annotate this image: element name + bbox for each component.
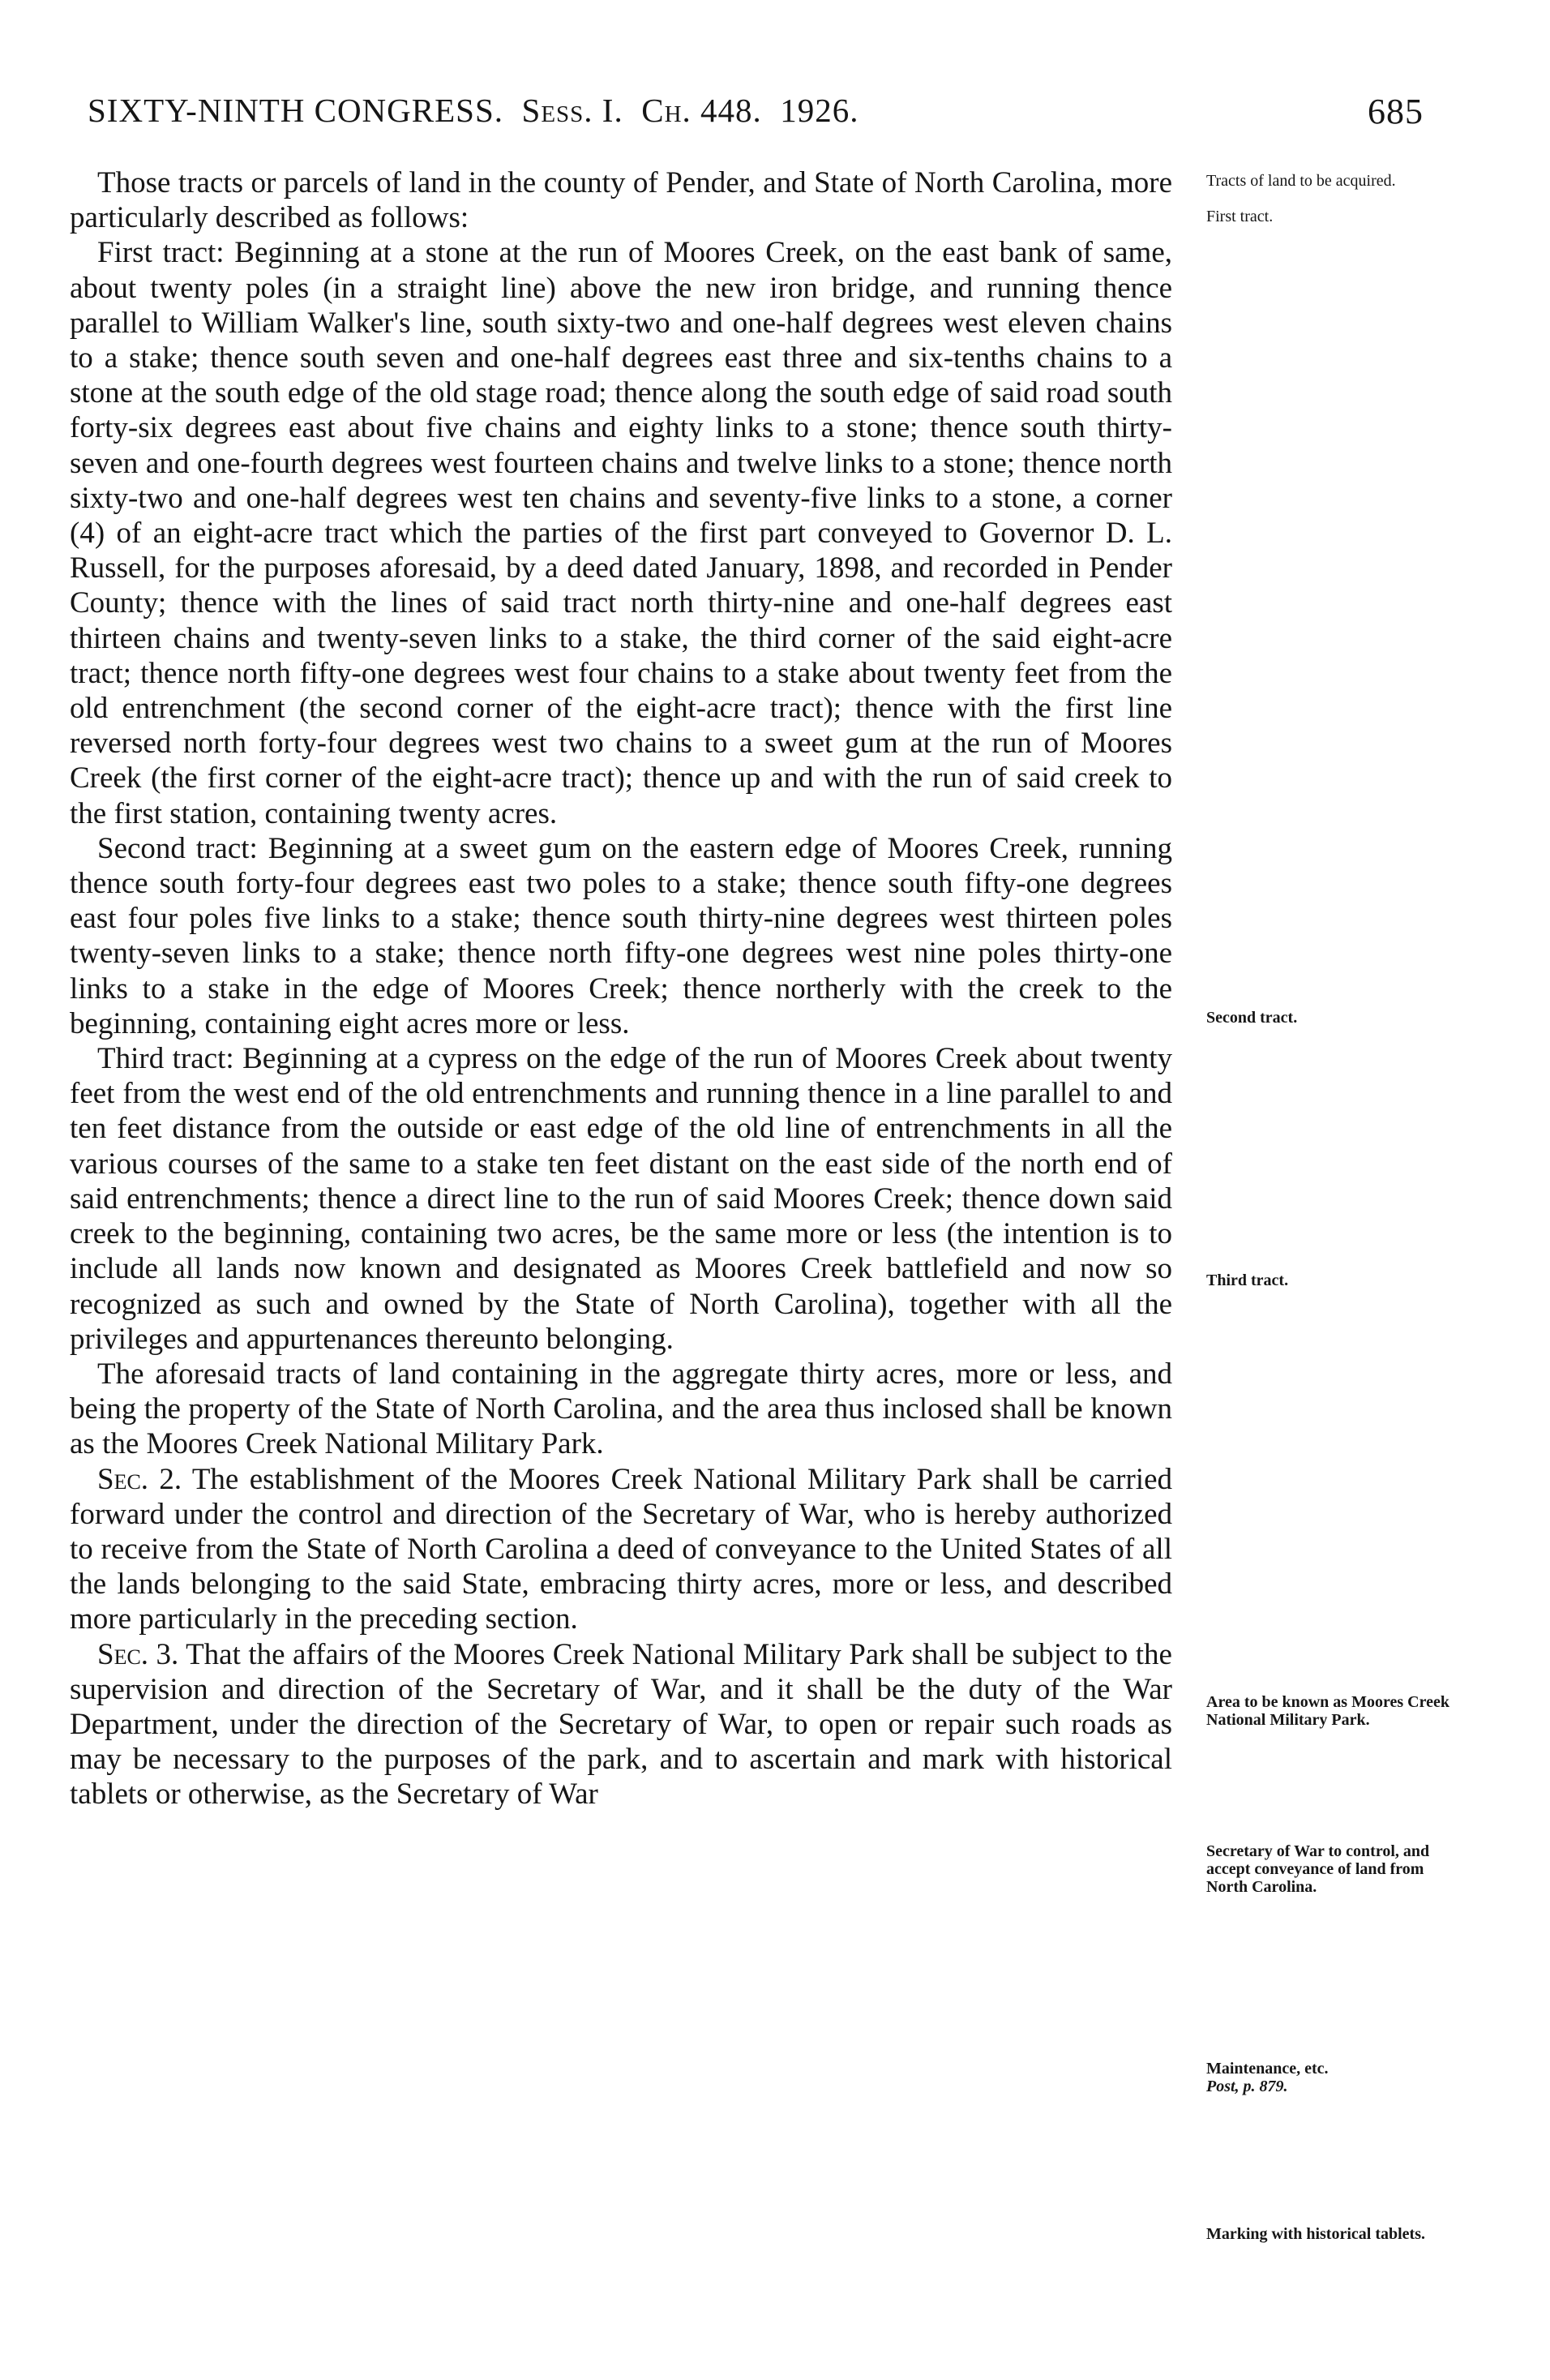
congress-title: SIXTY-NINTH CONGRESS. (88, 92, 504, 129)
page-number: 685 (1368, 92, 1424, 131)
paragraph-first-tract: First tract: Beginning at a stone at the run of Moores Creek, on the east bank of same, about twenty poles (in a straight line) above the new iron bridge, and running thence parallel to William Walker's line, south sixty-two and one-half degrees west eleven chains to a stake; thence south seven and one-half degrees east three and six-tenths chains to a stone at the south edge of the old stage road; thence along the south edge of said road south forty-six degrees east about five chains and eighty links to a stone; thence south thirty-seven and one-fourth degrees west fourteen chains and twelve links to a stone; thence north sixty-two and one-half degrees west ten chains and seventy-five links to a stone, a corner (4) of an eight-acre tract which the parties of the first part conveyed to Governor D. L. Russell, for the purposes aforesaid, by a deed dated January, 1898, and recorded in Pender County; thence with the lines of said tract north thirty-nine and one-half degrees east thirteen chains and twenty-seven links to a stake, the third corner of the said eight-acre tract; thence north fifty-one degrees west four chains to a stake about twenty feet from the old entrenchment (the second corner of the eight-acre tract); thence with the first line reversed north forty-four degrees west two chains to a sweet gum at the run of Moores Creek (the first corner of the eight-acre tract); thence up and with the run of said creek to the first station, containing twenty acres. (70, 236, 1172, 830)
paragraph-second-tract: Second tract: Beginning at a sweet gum on the eastern edge of Moores Creek, running thence south forty-four degrees east two poles to a stake; thence south fifty-one degrees east four poles five links to a stake; thence south thirty-nine degrees west thirteen poles twenty-seven links to a stake; thence north fifty-one degrees west nine poles thirty-one links to a stake in the edge of Moores Creek; thence northerly with the creek to the beginning, containing eight acres more or less. (70, 831, 1172, 1040)
paragraph-third-tract: Third tract: Beginning at a cypress on the edge of the run of Moores Creek about twenty feet from the west end of the old entrenchments and running thence in a line parallel to and ten feet distance from the outside or east edge of the old line of entrenchments in all the various courses of the same to a stake ten feet distant on the east side of the north end of said entrenchments; thence a direct line to the run of said Moores Creek; thence down said creek to the beginning, containing two acres, be the same more or less (the intention is to include all lands now known and designated as Moores Creek battlefield and now so recognized as such and owned by the State of North Carolina), together with all the privileges and appurtenances thereunto belonging. (70, 1042, 1172, 1356)
margin-note-tracts: Tracts of land to be acquired. (1206, 172, 1396, 190)
margin-note-post-ref (1206, 2078, 1449, 2095)
section-2-label: Sec. 2. (97, 1462, 182, 1496)
margin-note-maintenance: Maintenance, etc. (1206, 2060, 1329, 2078)
paragraph-aggregate: The aforesaid tracts of land containing in the aggregate thirty acres, more or less, and being the property of the State of North Carolina, and the area thus inclosed shall be known as the Moores Creek National Military Park. (70, 1357, 1172, 1461)
post-ref: Post, p. 879. (1206, 2078, 1288, 2095)
margin-note-marking: Marking with historical tablets. (1206, 2225, 1425, 2243)
paragraph-intro: Those tracts or parcels of land in the county of Pender, and State of North Carolina, more particularly described as follows: (70, 166, 1172, 235)
chapter-label: Ch. 448. (641, 92, 762, 129)
margin-note-area: Area to be known as Moores Creek National Military Park. (1206, 1693, 1449, 1729)
section-3-label: Sec. 3. (97, 1637, 179, 1671)
session-label: Sess. I. (521, 92, 623, 129)
section-2-text: The establishment of the Moores Creek National Military Park shall be carried forward under the control and direction of the Secretary of War, who is hereby authorized to receive from the State of North Carolina a deed of conveyance to the United States of all the lands belonging to the said State, embracing thirty acres, more or less, and described more particularly in the preceding section. (70, 1462, 1172, 1636)
margin-note-third-tract: Third tract. (1206, 1271, 1289, 1289)
margin-note-secretary: Secretary of War to control, and accept conveyance of land from North Carolina. (1206, 1842, 1430, 1896)
header-title (88, 91, 859, 130)
section-2 (70, 1462, 1172, 1637)
year-label: 1926. (780, 92, 859, 129)
section-3-text: That the affairs of the Moores Creek National Military Park shall be subject to the supervision and direction of the Secretary of War, and it shall be the duty of the War Department, under the direction of the Secretary of War, to open or repair such roads as may be necessary to the purposes of the park, and to ascertain and mark with historical tablets or otherwise, as the Secretary of War (70, 1637, 1172, 1812)
section-3 (70, 1637, 1172, 1812)
body-text (70, 165, 1172, 1812)
running-header (88, 91, 1424, 139)
margin-note-first-tract: First tract. (1206, 208, 1274, 225)
margin-note-second-tract: Second tract. (1206, 1009, 1298, 1027)
